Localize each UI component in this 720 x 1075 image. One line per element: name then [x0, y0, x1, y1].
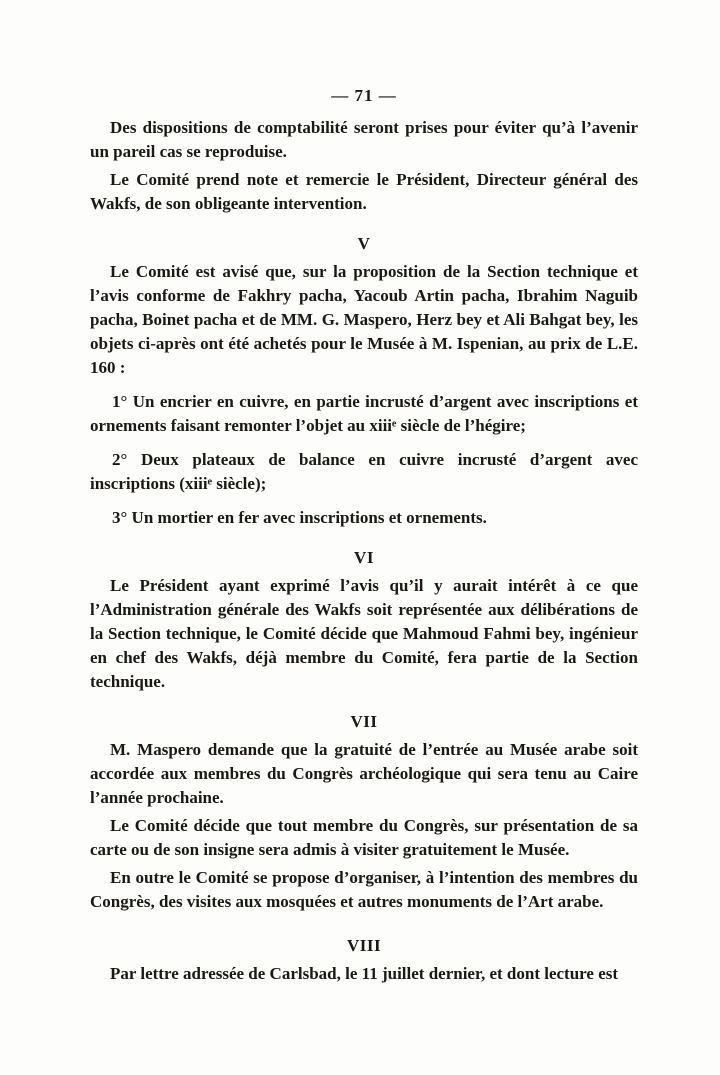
- list-item-3: 3° Un mortier en fer avec inscriptions et ornements.: [112, 508, 487, 527]
- list-item-1: 1° Un encrier en cuivre, en partie incrusté d’argent avec inscriptions et ornements faisant remonter l’objet au xiiiᵉ siècle de l’hégire;: [90, 392, 638, 435]
- section-vi-paragraph: Le Président ayant exprimé l’avis qu’il y aurait intérêt à ce que l’Administration générale des Wakfs soit représentée aux délibérations de la Section technique, le Comité décide que Mahmoud Fahmi bey, ingénieur en chef des Wakfs, déjà membre du Comité, fera partie de la Section technique.: [90, 576, 638, 691]
- intro-paragraph-2: Le Comité prend note et remercie le Président, Directeur général des Wakfs, de son obligeante intervention.: [90, 170, 638, 213]
- section-vii-paragraph-3: En outre le Comité se propose d’organiser, à l’intention des membres du Congrès, des visites aux mosquées et autres monuments de l’Art arabe.: [90, 868, 638, 911]
- section-heading-v: V: [357, 234, 371, 253]
- intro-paragraph-1: Des dispositions de comptabilité seront prises pour éviter qu’à l’avenir un pareil cas se reproduise.: [90, 118, 638, 161]
- list-item-2: 2° Deux plateaux de balance en cuivre incrusté d’argent avec inscriptions (xiiiᵉ siècle);: [90, 450, 638, 493]
- section-heading-viii: VIII: [346, 936, 382, 955]
- section-vii-paragraph-1: M. Maspero demande que la gratuité de l’entrée au Musée arabe soit accordée aux membres du Congrès archéologique qui sera tenu au Caire l’année prochaine.: [90, 740, 638, 807]
- section-heading-vi: VI: [354, 548, 374, 567]
- section-v-paragraph: Le Comité est avisé que, sur la proposition de la Section technique et l’avis conforme de Fakhry pacha, Yacoub Artin pacha, Ibrahim Naguib pacha, Boinet pacha et de MM. G. Maspero, Herz bey et Ali Bahgat bey, les objets ci-après ont été achetés pour le Musée à M. Ispenian, au prix de L.E. 160 :: [90, 262, 638, 377]
- section-heading-vii: VII: [350, 712, 378, 731]
- section-vii-paragraph-2: Le Comité décide que tout membre du Congrès, sur présentation de sa carte ou de son insigne sera admis à visiter gratuitement le Musée.: [90, 816, 638, 859]
- page-content: [90, 0, 638, 986]
- section-viii-paragraph: Par lettre adressée de Carlsbad, le 11 juillet dernier, et dont lecture est: [110, 964, 619, 983]
- page-number: — 71 —: [331, 86, 397, 105]
